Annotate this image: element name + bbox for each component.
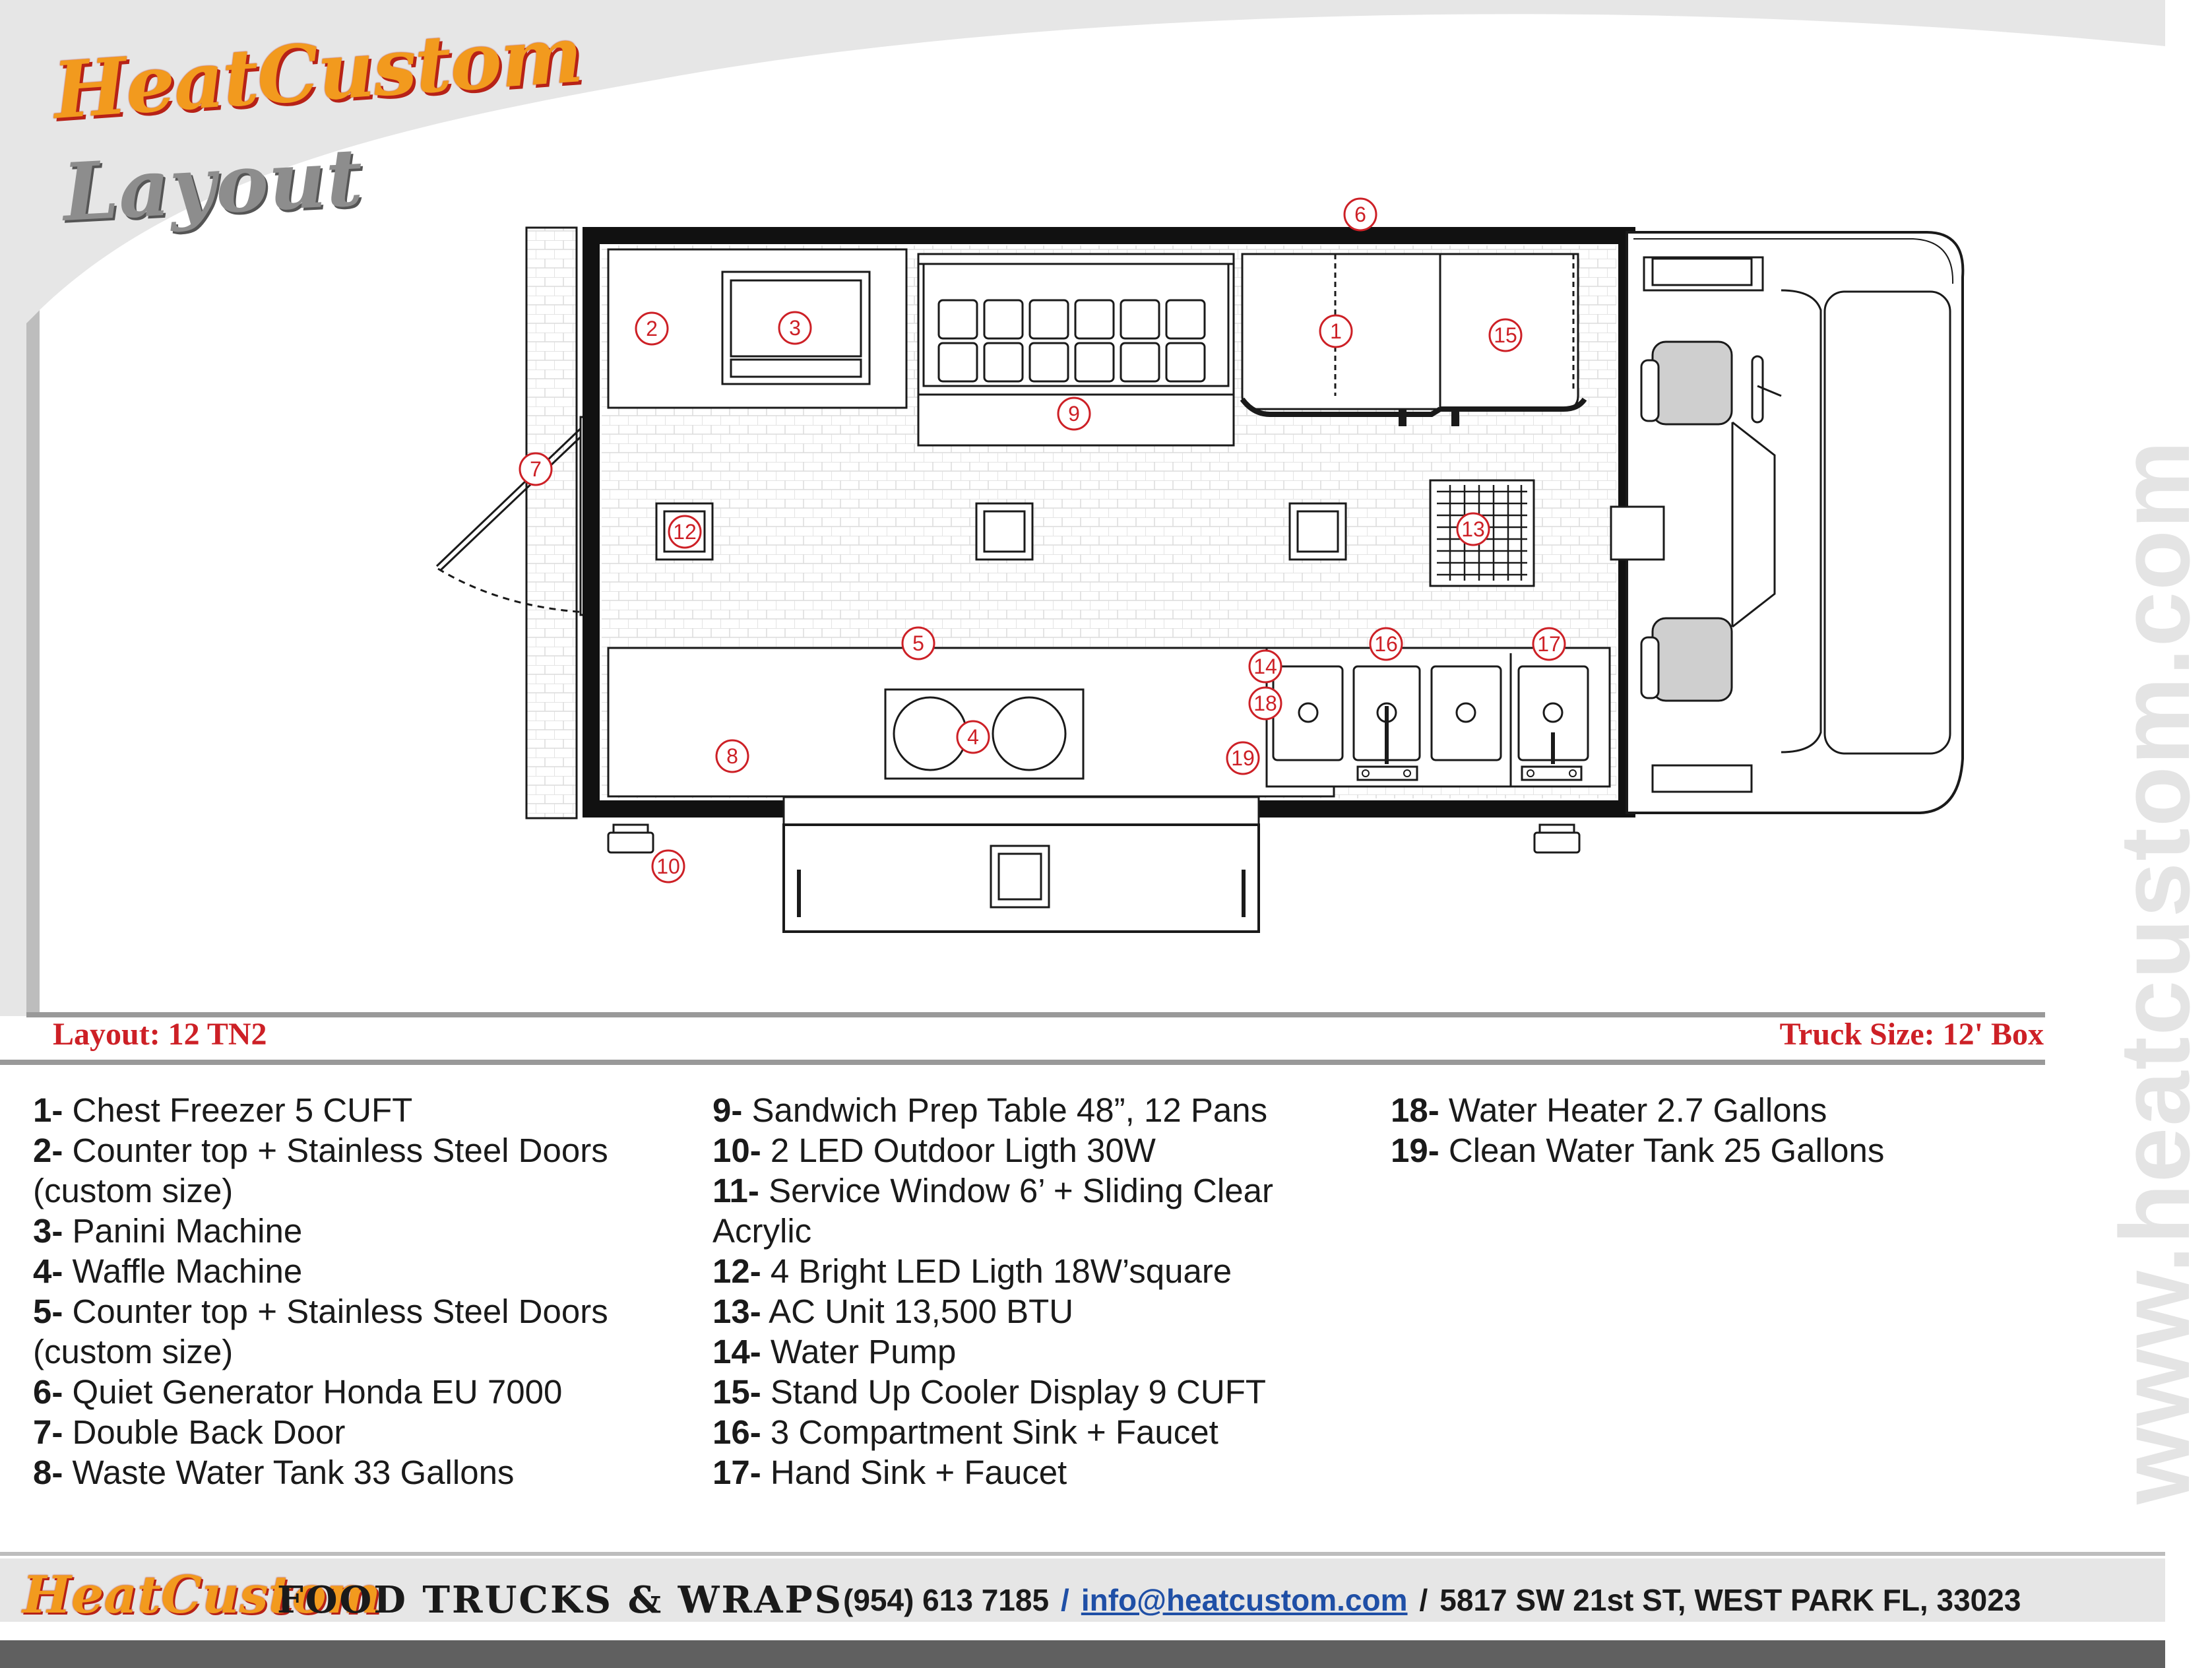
svg-text:19: 19 <box>1231 746 1255 770</box>
svg-text:9: 9 <box>1068 402 1080 426</box>
legend-item <box>712 1372 1339 1412</box>
svg-text:17: 17 <box>1537 632 1561 656</box>
svg-text:13: 13 <box>1461 517 1485 541</box>
brand-logo: HeatCustom <box>50 8 585 137</box>
legend-item <box>1391 1090 2017 1130</box>
legend-column-3 <box>1391 1090 2017 1171</box>
legend-item-text: Waffle Machine <box>72 1252 303 1290</box>
legend-column-2 <box>712 1090 1339 1492</box>
legend-item-text: Counter top + Stainless Steel Doors (custom size) <box>33 1132 608 1209</box>
footer-logo: HeatCustom <box>22 1565 381 1625</box>
legend-item <box>33 1251 693 1291</box>
legend-item-number: 18- <box>1391 1091 1439 1129</box>
legend-item-number: 4- <box>33 1252 63 1290</box>
service-window <box>784 797 1259 825</box>
legend-item <box>33 1412 693 1452</box>
legend-item-number: 5- <box>33 1293 63 1330</box>
email-link[interactable]: info@heatcustom.com <box>1081 1583 1408 1617</box>
legend-item <box>712 1171 1339 1251</box>
legend-item-number: 11- <box>712 1172 759 1209</box>
svg-text:7: 7 <box>530 457 542 481</box>
legend-item <box>33 1452 693 1492</box>
legend-item-text: Sandwich Prep Table 48”, 12 Pans <box>751 1091 1268 1129</box>
svg-text:15: 15 <box>1494 323 1517 347</box>
svg-text:18: 18 <box>1253 691 1277 715</box>
legend-item-number: 13- <box>712 1293 761 1330</box>
legend-item-number: 17- <box>712 1454 761 1491</box>
legend-item-text: Quiet Generator Honda EU 7000 <box>72 1373 563 1411</box>
legend-item-text: Water Heater 2.7 Gallons <box>1448 1091 1827 1129</box>
legend-item <box>1391 1130 2017 1171</box>
legend-item-text: Panini Machine <box>72 1212 303 1250</box>
legend-item <box>33 1211 693 1251</box>
legend-item-text: Hand Sink + Faucet <box>770 1454 1067 1491</box>
legend-item-text: 3 Compartment Sink + Faucet <box>770 1413 1218 1451</box>
legend-item-text: Chest Freezer 5 CUFT <box>72 1091 413 1129</box>
legend-item-text: 2 LED Outdoor Ligth 30W <box>770 1132 1156 1169</box>
info-bar-bottom <box>0 1060 2045 1065</box>
separator: / <box>1061 1583 1069 1617</box>
legend-item-number: 2- <box>33 1132 63 1169</box>
legend-item <box>33 1291 693 1372</box>
address: 5817 SW 21st ST, WEST PARK FL, 33023 <box>1439 1583 2021 1617</box>
svg-text:16: 16 <box>1374 632 1398 656</box>
footer-contact <box>843 1577 2021 1623</box>
pass-through <box>1611 507 1664 560</box>
footer-line <box>0 1552 2165 1556</box>
legend-item-text: Double Back Door <box>72 1413 346 1451</box>
layout-heading: Layout <box>60 131 365 240</box>
svg-text:3: 3 <box>789 316 801 340</box>
legend-item <box>33 1090 693 1130</box>
legend-item-number: 3- <box>33 1212 63 1250</box>
legend-item <box>712 1090 1339 1130</box>
legend-item <box>712 1412 1339 1452</box>
legend-column-1 <box>33 1090 693 1492</box>
legend-item-text: Stand Up Cooler Display 9 CUFT <box>770 1373 1266 1411</box>
back-step <box>526 228 577 818</box>
legend-item-text: Waste Water Tank 33 Gallons <box>72 1454 515 1491</box>
legend-item <box>712 1130 1339 1171</box>
legend-item-text: Service Window 6’ + Sliding Clear Acrylic <box>712 1172 1273 1250</box>
legend-item-number: 6- <box>33 1373 63 1411</box>
legend-item-number: 7- <box>33 1413 63 1451</box>
legend-item <box>33 1372 693 1412</box>
info-bar-top <box>26 1012 2045 1017</box>
website-watermark: www.heatcustom.com <box>2099 439 2210 1504</box>
legend-item-text: Counter top + Stainless Steel Doors (custom size) <box>33 1293 608 1370</box>
truck-size: Truck Size: 12' Box <box>1779 1017 2044 1052</box>
svg-text:10: 10 <box>656 854 680 878</box>
legend-item-number: 14- <box>712 1333 761 1370</box>
layout-name: Layout: 12 TN2 <box>53 1017 267 1052</box>
legend-item-number: 1- <box>33 1091 63 1129</box>
legend-item-text: AC Unit 13,500 BTU <box>769 1293 1074 1330</box>
legend-item-number: 15- <box>712 1373 761 1411</box>
legend-item-number: 16- <box>712 1413 761 1451</box>
legend-item-text: Clean Water Tank 25 Gallons <box>1448 1132 1885 1169</box>
phone-number: (954) 613 7185 <box>843 1583 1050 1617</box>
legend-item-number: 8- <box>33 1454 63 1491</box>
footer-tagline: FOOD TRUCKS & WRAPS <box>277 1578 844 1622</box>
svg-text:12: 12 <box>673 520 697 544</box>
svg-text:5: 5 <box>912 631 924 655</box>
windshield <box>1825 292 1950 754</box>
svg-text:14: 14 <box>1253 655 1277 678</box>
svg-text:8: 8 <box>726 744 738 768</box>
svg-text:4: 4 <box>967 725 979 749</box>
svg-text:1: 1 <box>1330 319 1342 343</box>
legend-item-number: 9- <box>712 1091 743 1129</box>
svg-text:2: 2 <box>646 317 658 340</box>
left-rail <box>26 310 40 1016</box>
svg-text:6: 6 <box>1354 203 1366 226</box>
separator: / <box>1419 1583 1428 1617</box>
legend-item <box>712 1251 1339 1291</box>
footer-bottom-bar <box>0 1640 2165 1668</box>
legend-item <box>712 1331 1339 1372</box>
legend-item-number: 12- <box>712 1252 761 1290</box>
legend-item-text: Water Pump <box>770 1333 957 1370</box>
legend-item <box>712 1291 1339 1331</box>
legend-item-text: 4 Bright LED Ligth 18W’square <box>770 1252 1232 1290</box>
legend-item-number: 19- <box>1391 1132 1439 1169</box>
legend-item <box>33 1130 693 1211</box>
legend-item-number: 10- <box>712 1132 761 1169</box>
legend-item <box>712 1452 1339 1492</box>
